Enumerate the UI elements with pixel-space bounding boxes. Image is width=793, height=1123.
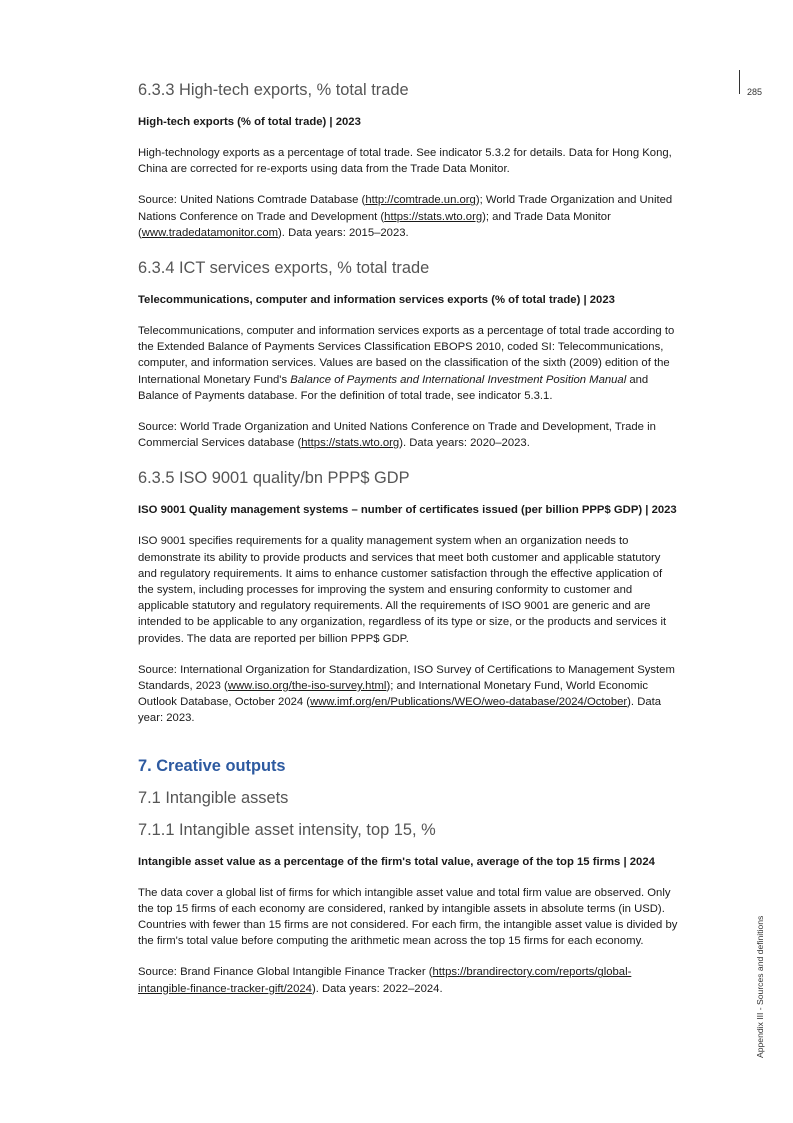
- heading-6-3-3: 6.3.3 High-tech exports, % total trade: [138, 81, 409, 99]
- link-wto-stats[interactable]: https://stats.wto.org: [384, 210, 483, 223]
- description-6-3-3: High-technology exports as a percentage of total trade. See indicator 5.3.2 for details. Data for Hong Kong, China are corrected for re-exports using data from the Trade Data Monitor.: [138, 147, 672, 176]
- indicator-7-1-1: Intangible asset value as a percentage of the firm's total value, average of the top 15 firms | 2024: [138, 855, 655, 868]
- heading-7-1: 7.1 Intangible assets: [138, 788, 289, 807]
- indicator-6-3-4: Telecommunications, computer and information services exports (% of total trade) | 2023: [138, 294, 615, 307]
- page-number: 285: [747, 87, 763, 97]
- source-6-3-3: Source: United Nations Comtrade Database (http://comtrade.un.org); World Trade Organization and United Nations Conference on Trade and Development (https://stats.wto.org); and Trade Data Monitor (www.tradedatamonitor.com). Data years: 2015–2023.: [138, 194, 673, 239]
- link-tradedatamonitor[interactable]: www.tradedatamonitor.com: [141, 226, 279, 239]
- description-7-1-1: The data cover a global list of firms for which intangible asset value and total firm value are observed. Only the top 15 firms of each economy are considered, ranked by intangible assets in absolute terms (in USD). Countries with fewer than 15 firms are not considered. For each firm, the intangible asset value is divided by the firm's total value before computing the arithmetic mean across the top 15 firms for each economy.: [138, 886, 678, 948]
- link-brandirectory[interactable]: https://brandirectory.com/reports/global-intangible-finance-tracker-gift/2024: [138, 966, 632, 995]
- indicator-6-3-3: High-tech exports (% of total trade) | 2023: [138, 116, 361, 128]
- main-content: [138, 78, 678, 1012]
- description-6-3-4: Telecommunications, computer and information services exports as a percentage of total trade according to the Extended Balance of Payments Services Classification EBOPS 2010, coded SI: Telecommunications, computer, and information services. Values are based on the classification of the sixth (2009) edition of the International Monetary Fund's Balance of Payments and International Investment Position Manual and Balance of Payments database. For the definition of total trade, see indicator 5.3.1.: [138, 325, 675, 402]
- heading-7: 7. Creative outputs: [138, 756, 286, 775]
- link-wto-stats[interactable]: https://stats.wto.org: [301, 437, 400, 450]
- source-6-3-4: Source: World Trade Organization and United Nations Conference on Trade and Development, Trade in Commercial Services database (https://stats.wto.org). Data years: 2020–2023.: [138, 421, 656, 450]
- link-imf-weo[interactable]: www.imf.org/en/Publications/WEO/weo-database/2024/October: [310, 696, 628, 709]
- source-6-3-5: Source: International Organization for Standardization, ISO Survey of Certifications to Management System Standards, 2023 (www.iso.org/the-iso-survey.html); and International Monetary Fund, World Economic Outlook Database, October 2024 (www.imf.org/en/Publications/WEO/weo-database/2024/October). Data year: 2023.: [138, 663, 675, 725]
- side-label: Appendix III - Sources and definitions: [755, 915, 765, 1058]
- heading-7-1-1: 7.1.1 Intangible asset intensity, top 15, %: [138, 820, 436, 839]
- heading-6-3-4: 6.3.4 ICT services exports, % total trade: [138, 259, 430, 278]
- indicator-6-3-5: ISO 9001 Quality management systems – number of certificates issued (per billion PPP$ GDP) | 2023: [138, 504, 677, 517]
- header-rule: [739, 70, 740, 94]
- link-comtrade[interactable]: http://comtrade.un.org: [365, 194, 476, 207]
- heading-6-3-5: 6.3.5 ISO 9001 quality/bn PPP$ GDP: [138, 469, 410, 488]
- description-6-3-5: ISO 9001 specifies requirements for a quality management system when an organization needs to demonstrate its ability to provide products and services that meet both customer and applicable statutory and regulatory requirements. It aims to enhance customer satisfaction through the effective application of the system, including processes for improving the system and ensuring conformity to customer and applicable statutory and regulatory requirements. All the requirements of ISO 9001 are generic and are intended to be applicable to any organization, regardless of its type or size, or the products and services it provides. The data are reported per billion PPP$ GDP.: [138, 535, 667, 645]
- source-7-1-1: Source: Brand Finance Global Intangible Finance Tracker (https://brandirectory.com/reports/global-intangible-finance-tracker-gift/2024). Data years: 2022–2024.: [138, 966, 632, 995]
- link-iso-survey[interactable]: www.iso.org/the-iso-survey.html: [227, 680, 387, 693]
